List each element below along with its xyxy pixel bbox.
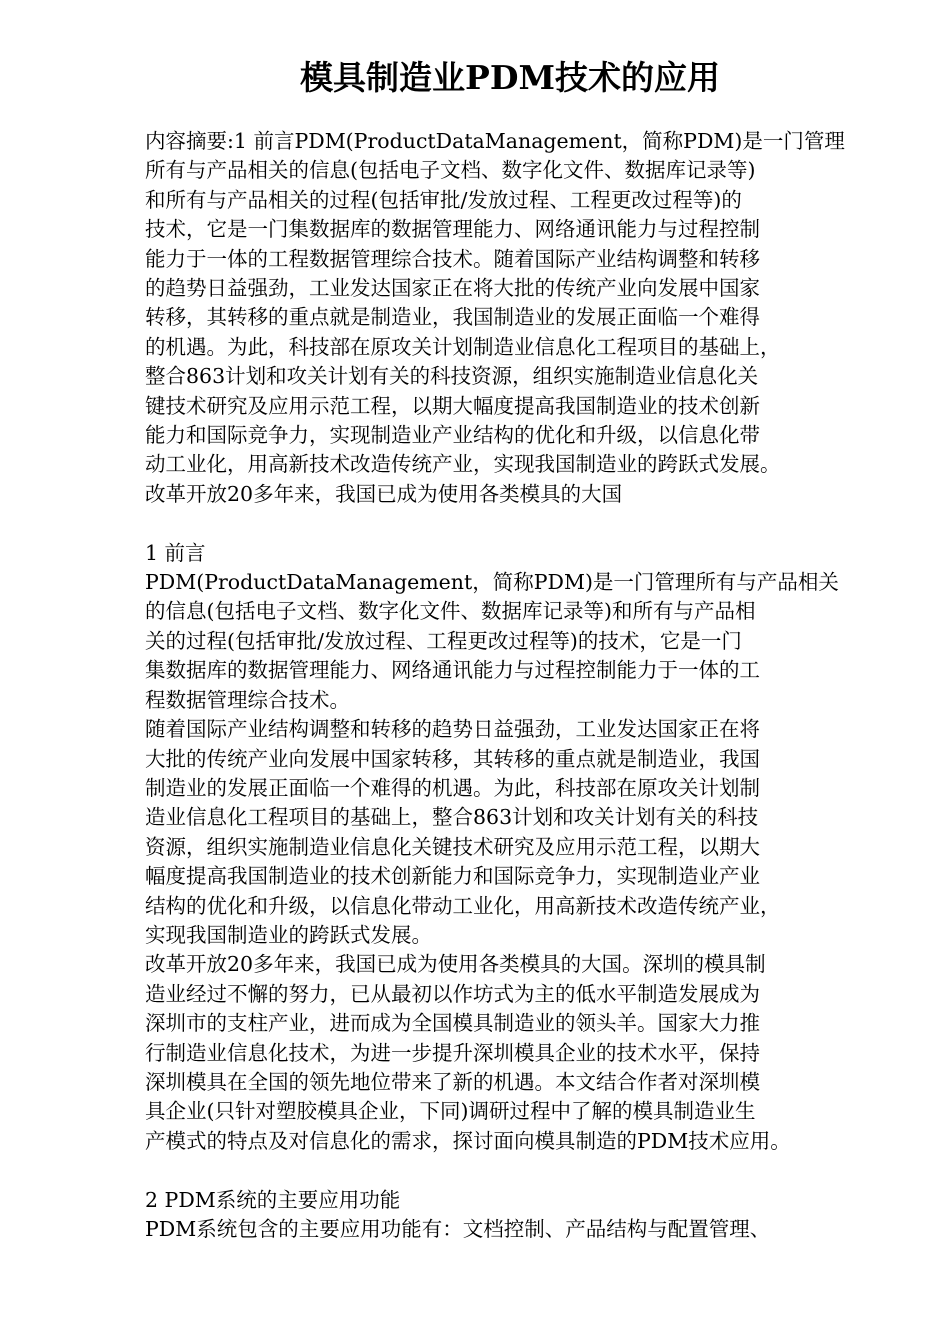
paragraph-line: 深圳市的支柱产业，进而成为全国模具制造业的领头羊。国家大力推 [145,1011,760,1036]
paragraph-line: 程数据管理综合技术。 [145,687,350,712]
section-heading: 1 前言 [145,540,206,565]
section-1 [145,539,890,1157]
paragraph-line: 改革开放20多年来，我国已成为使用各类模具的大国。深圳的模具制 [145,952,766,977]
paragraph-line: 幅度提高我国制造业的技术创新能力和国际竞争力，实现制造业产业 [145,864,760,889]
document-title: 模具制造业PDM技术的应用 [300,58,720,97]
paragraph-line: 具企业(只针对塑胶模具企业，下同)调研过程中了解的模具制造业生 [145,1099,756,1124]
paragraph-line: PDM(ProductDataManagement，简称PDM)是一门管理所有与产品相关 [145,570,839,595]
abstract [145,127,890,509]
abstract-line: 能力于一体的工程数据管理综合技术。随着国际产业结构调整和转移 [145,246,760,271]
paragraph-gap [145,509,890,538]
abstract-line: 动工业化，用高新技术改造传统产业，实现我国制造业的跨跃式发展。 [145,452,781,477]
paragraph-gap [145,1156,890,1185]
paragraph-line: 大批的传统产业向发展中国家转移，其转移的重点就是制造业，我国 [145,746,760,771]
paragraph-line: 关的过程(包括审批/发放过程、工程更改过程等)的技术，它是一门 [145,628,742,653]
abstract-line: 整合863计划和攻关计划有关的科技资源，组织实施制造业信息化关 [145,364,759,389]
paragraph-line: 集数据库的数据管理能力、网络通讯能力与过程控制能力于一体的工 [145,658,760,683]
paragraph-line: 的信息(包括电子文档、数字化文件、数据库记录等)和所有与产品相 [145,599,756,624]
paragraph-line: 实现我国制造业的跨跃式发展。 [145,922,432,947]
paragraph-line: 造业经过不懈的努力，已从最初以作坊式为主的低水平制造发展成为 [145,981,760,1006]
abstract-line: 转移，其转移的重点就是制造业，我国制造业的发展正面临一个难得 [145,305,760,330]
paragraph-line: 资源，组织实施制造业信息化关键技术研究及应用示范工程，以期大 [145,834,760,859]
paragraph-line: 产模式的特点及对信息化的需求，探讨面向模具制造的PDM技术应用。 [145,1128,791,1153]
paragraph-line: 随着国际产业结构调整和转移的趋势日益强劲，工业发达国家正在将 [145,717,760,742]
paragraph-line: PDM系统包含的主要应用功能有：文档控制、产品结构与配置管理、 [145,1217,771,1241]
abstract-line: 能力和国际竞争力，实现制造业产业结构的优化和升级，以信息化带 [145,423,760,448]
paragraph-line: 深圳模具在全国的领先地位带来了新的机遇。本文结合作者对深圳模 [145,1069,760,1094]
abstract-line: 技术，它是一门集数据库的数据管理能力、网络通讯能力与过程控制 [145,217,760,242]
paragraph-line: 行制造业信息化技术，为进一步提升深圳模具企业的技术水平，保持 [145,1040,760,1065]
abstract-line: 和所有与产品相关的过程(包括审批/发放过程、工程更改过程等)的 [145,187,742,212]
document-body [145,127,890,1244]
section-2 [145,1186,890,1245]
abstract-line: 所有与产品相关的信息(包括电子文档、数字化文件、数据库记录等) [145,158,756,183]
abstract-line: 改革开放20多年来，我国已成为使用各类模具的大国 [145,481,623,506]
paragraph-line: 结构的优化和升级，以信息化带动工业化，用高新技术改造传统产业， [145,893,781,918]
abstract-line: 内容摘要:1 前言PDM(ProductDataManagement，简称PDM)是一门管理 [145,129,845,153]
section-heading: 2 PDM系统的主要应用功能 [145,1187,401,1212]
paragraph-line: 制造业的发展正面临一个难得的机遇。为此，科技部在原攻关计划制 [145,775,760,800]
abstract-line: 的趋势日益强劲，工业发达国家正在将大批的传统产业向发展中国家 [145,276,760,301]
abstract-line: 的机遇。为此，科技部在原攻关计划制造业信息化工程项目的基础上， [145,334,781,359]
abstract-line: 键技术研究及应用示范工程，以期大幅度提高我国制造业的技术创新 [145,393,760,418]
paragraph-line: 造业信息化工程项目的基础上，整合863计划和攻关计划有关的科技 [145,805,759,830]
